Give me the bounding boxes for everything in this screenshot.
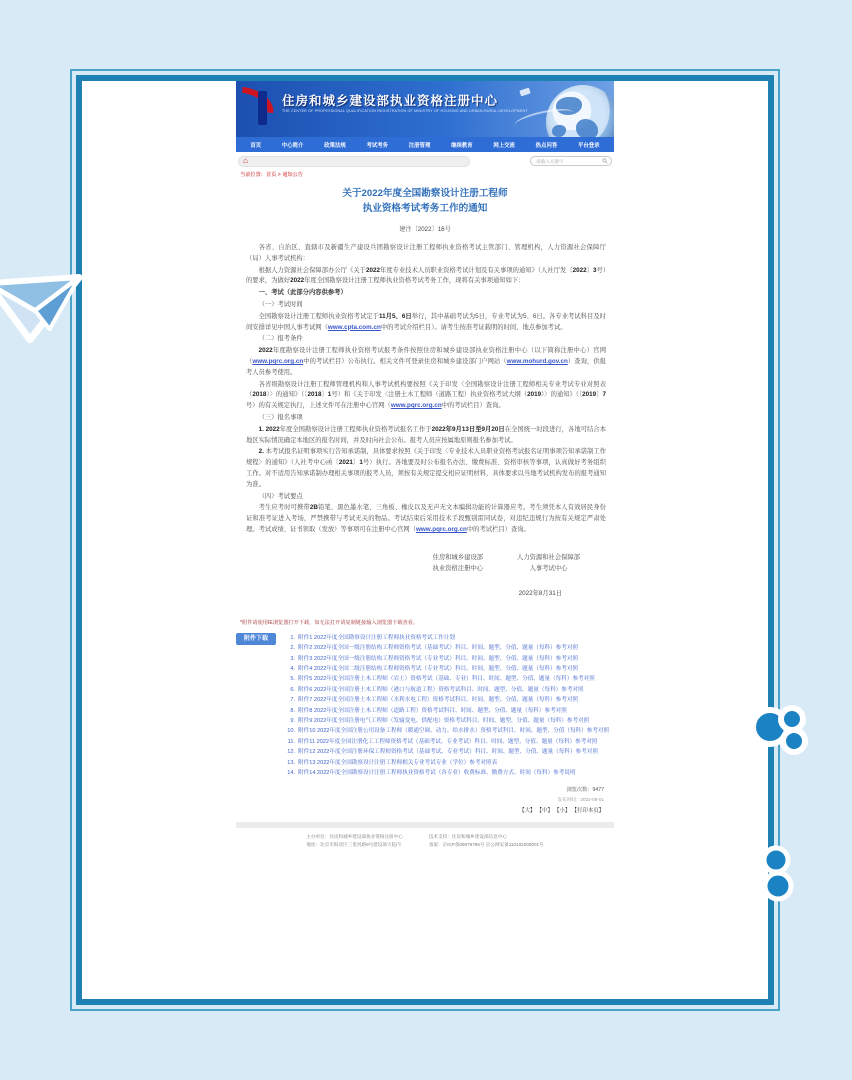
body-text: ）〉的通知》（〔 (541, 391, 583, 399)
nav-item-1[interactable]: 中心简介 (281, 142, 304, 149)
inline-link[interactable]: www.pqrc.org.cn (252, 357, 304, 365)
cluster-decoration-top (752, 695, 812, 767)
body-paragraph (246, 380, 606, 412)
attachment-number: 3. (290, 655, 296, 662)
attachment-note: *附件请使用IE浏览器打开下载，如无法打开请复制链接输入浏览器下载查看。 (240, 619, 419, 626)
attachment-number: 9. (290, 717, 296, 724)
body-text: 年度专业技术人员职业资格考试计划及有关事项的通知》（人社厅发〔 (379, 266, 573, 274)
body-text: 各省级勘察设计注册工程师管理机构和人事考试机构要按照《关于印发〈全国勘察设计注册工程师相关专业考试专业对照表（ (246, 380, 606, 399)
body-paragraph (246, 503, 606, 535)
font-control-0[interactable]: 【大】 (519, 808, 536, 815)
emphasized-text: 2022 (258, 347, 273, 355)
attachment-number: 5. (290, 676, 296, 683)
body-text: 中的考试介绍栏目）。请考生按准考证载明的时间、地点参加考试。 (380, 323, 567, 331)
emphasized-text: 7 (602, 391, 607, 399)
attachment-link-5[interactable] (284, 674, 614, 684)
font-control-2[interactable]: 【小】 (556, 808, 571, 815)
article-title-line2: 执业资格考试考务工作的通知 (362, 203, 488, 214)
footer-line: 地址：北京市海淀区三里河路9号建设部大院内 (306, 842, 401, 848)
attachment-link-8[interactable] (284, 706, 614, 716)
signature-org-left: 住房和城乡建设部 执业资格注册中心 (432, 553, 484, 572)
website-screenshot (236, 81, 614, 999)
attachment-number: 2. (290, 645, 296, 652)
body-text: 号）和《关于印发〈注册土木工程师（道路工程）执业资格考试大纲（ (331, 391, 528, 399)
attachment-title: 附件8 2022年度全国注册土木工程师（道路工程）资格考试科目、时间、题型、分值、题量（每科）参考对照 (298, 707, 567, 714)
attachment-number: 14. (287, 770, 296, 776)
publish-time: 发布时间：2022-09-01 (557, 797, 604, 803)
body-text: 本考试报名证明事项实行告知承诺制，具体要求按照《关于印发〈专业技术人员职业资格考试报名证明事项告知承诺制工作规程〉的通知》（人社考中心函〔 (246, 448, 606, 467)
body-text: 年度全国勘察设计注册工程师执业资格考试报名工作于 (279, 425, 432, 433)
font-size-controls (236, 807, 604, 816)
attachment-title: 附件12 2022年度全国注册环保工程师资格考试（基础考试、专业考试）科目、时间、题型、分值、题量（每科）参考对照 (298, 749, 598, 756)
decorative-frame-inner (76, 75, 774, 1005)
body-paragraph (246, 346, 606, 378)
attachment-download-button[interactable]: 附件下载 (236, 633, 276, 645)
inline-link[interactable]: www.pqrc.org.cn (416, 525, 467, 533)
breadcrumb-strip (238, 156, 470, 167)
nav-item-6[interactable]: 网上交流 (493, 142, 515, 149)
attachment-link-11[interactable] (284, 737, 614, 747)
nav-item-0[interactable]: 首页 (250, 142, 262, 149)
nav-item-4[interactable]: 注册管理 (408, 142, 431, 149)
inline-link[interactable]: www.pqrc.org.cn (390, 402, 442, 410)
attachment-number: 10. (287, 728, 296, 735)
attachment-link-2[interactable] (284, 643, 614, 653)
view-count: 浏览次数：9477 (566, 787, 604, 794)
attachment-title: 附件11 2022年度全国注册化工工程师资格考试（基础考试、专业考试）科目、时间、题型、分值、题量（每科）参考对照 (298, 738, 598, 745)
document-number: 建注〔2022〕16号 (399, 226, 451, 233)
attachment-title: 附件13 2022年度全国勘察设计注册工程师相关专业考试专业（学位）参考对照表 (298, 759, 498, 766)
center-logo (243, 87, 277, 127)
attachment-number: 7. (290, 697, 296, 704)
body-text: （四）考试要点 (258, 492, 303, 500)
attachment-title: 附件14 2022年度全国勘察设计注册工程师执业资格考试（各专业）收费标准、缴费方式、时间（每科）参考说明 (298, 770, 576, 776)
emphasized-text: 2B (309, 504, 318, 512)
attachment-link-4[interactable] (284, 664, 614, 674)
body-text: 〕 (596, 391, 603, 399)
breadcrumb-toolbar (238, 155, 612, 167)
emphasized-text: 11月5、6日 (378, 312, 412, 320)
section-heading (246, 492, 606, 503)
site-title: 住房和城乡建设部执业资格注册中心 (282, 94, 499, 108)
site-footer (236, 833, 614, 849)
body-text: 在全国统一时段进行，各地可结合本地区实际情况确定本地区的报名时间，并及时向社会公布。报考人员应按属地原则报名参加考试。 (246, 425, 607, 444)
satellite-icon (519, 88, 530, 97)
attachments-section (236, 633, 614, 779)
attachment-link-12[interactable] (284, 747, 614, 757)
body-text: 中的考试栏目）查询。 (466, 525, 530, 533)
search-box (530, 156, 612, 166)
body-paragraph (246, 447, 606, 490)
attachment-title: 附件10 2022年度全国注册公用设备工程师（暖通空调、动力、给水排水）资格考试科目、时间、题型、分值（每科）参考对照 (298, 728, 610, 735)
attachment-title: 附件4 2022年度全国二级注册结构工程师资格考试（专业考试）科目、时间、题型、分值、题量（每科）参考对照 (298, 665, 579, 672)
nav-item-7[interactable]: 热点问答 (535, 142, 558, 149)
footer-line: 技术支持：住房和城乡建设部信息中心 (428, 834, 507, 840)
attachment-number: 1. (290, 634, 296, 641)
emphasized-text: 2022 (290, 277, 305, 285)
nav-item-2[interactable]: 政策法规 (324, 142, 346, 149)
body-text: 一、考试（此部分内容供参考） (258, 289, 347, 297)
section-heading (246, 300, 606, 311)
body-text: 铅笔、黑色墨水笔、三角板、橡皮以及无声无文本编辑功能的计算器应考。考生须凭本人有效居民身份证和准考证进入考场，严禁携带与考试无关的物品。考试结束后采用技术手段甄别雷同试卷，对违纪违规行为按有关规定严肃处理。考试成绩、证书领取（发放）等事项可在注册中心官网（ (246, 504, 607, 533)
emphasized-text: 2018 (252, 391, 267, 399)
signature-org-right: 人力资源和社会保障部 人事考试中心 (517, 553, 580, 572)
attachment-link-10[interactable] (284, 726, 614, 736)
emphasized-text: 2. (258, 448, 266, 456)
body-paragraph (246, 312, 606, 334)
signature-block (236, 552, 580, 574)
body-text: （一）考试时间 (258, 300, 303, 308)
inline-link[interactable]: www.mohurd.gov.cn (506, 357, 568, 365)
search-icon[interactable] (602, 158, 608, 164)
attachment-number: 8. (290, 707, 296, 714)
emphasized-text: 2022 (572, 266, 587, 274)
body-text: 〕 (586, 266, 594, 274)
emphasized-text: 1 (359, 459, 363, 467)
emphasized-text: 1 (327, 391, 332, 399)
body-text: 年度勘察设计注册工程师执业资格考试报考条件按照住房和城乡建设部执业资格注册中心（以下简称注册中心）官网（ (246, 347, 606, 365)
attachment-title: 附件7 2022年度全国注册土木工程师（水利水电工程）资格考试科目、时间、题型、分值、题量（每科）参考对照 (298, 697, 579, 704)
attachment-list (284, 633, 614, 779)
nav-item-3[interactable]: 考试考务 (366, 142, 389, 149)
body-text: 号）的要求，为做好 (246, 266, 607, 285)
attachment-title: 附件6 2022年度全国注册土木工程师（港口与航道工程）资格考试科目、时间、题型、分值、题量（每科）参考对照 (298, 686, 584, 693)
nav-item-5[interactable]: 继续教育 (451, 142, 473, 149)
attachment-link-1[interactable] (284, 633, 614, 643)
attachment-title: 附件3 2022年度全国一级注册结构工程师资格考试（专业考试）科目、时间、题型、分值、题量（每科）参考对照 (298, 655, 579, 662)
footer-column-host (306, 833, 402, 849)
attachment-number: 12. (287, 749, 296, 756)
body-text: ）查询，供报考人员参考使用。 (246, 357, 607, 376)
article-title (236, 186, 614, 216)
emphasized-text: 2021 (338, 459, 353, 467)
body-text: （二）报考条件 (258, 335, 303, 343)
section-heading (246, 413, 606, 424)
attachment-number: 13. (287, 759, 296, 766)
body-paragraph (246, 425, 606, 447)
body-text: （三）报名事项 (258, 413, 303, 421)
attachment-title: 附件9 2022年度全国注册电气工程师（发输变电、供配电）资格考试科目、时间、题型、分值、题量（每科）参考对照 (298, 717, 590, 724)
article-body (246, 243, 606, 536)
footer-column-support (429, 833, 544, 849)
body-text: 年度全国勘察设计注册工程师执业资格考试考务工作，现将有关事项通知如下： (304, 277, 525, 285)
body-paragraph (246, 243, 606, 265)
attachment-title: 附件2 2022年度全国一级注册结构工程师资格考试（基础考试）科目、时间、题型、分值、题量（每科）参考对照 (298, 645, 579, 652)
breadcrumb: 当前位置：首页 > 通知公告 (240, 172, 303, 178)
attachment-number: 11. (287, 738, 296, 745)
attachment-link-13[interactable] (284, 758, 614, 768)
main-nav (236, 137, 614, 152)
body-paragraph (246, 266, 606, 288)
body-text: 〕 (321, 391, 328, 399)
paper-plane-decoration (0, 238, 96, 348)
attachment-number: 6. (290, 686, 296, 693)
site-title-english: THE CENTER OF PROFESSIONAL QUALIFICATION REGISTRATION OF MINISTRY OF HOUSING AND URBAN-RURAL DEVELOPMENT (282, 109, 528, 113)
emphasized-text: 2019 (582, 391, 597, 399)
emphasized-text: 1. 2022 (258, 425, 280, 433)
attachment-link-7[interactable] (284, 695, 614, 705)
signature-date: 2022年8月31日 (518, 589, 562, 597)
footer-line: 备案：京ICP备09078796号 京公网安备110102000001号 (428, 842, 544, 848)
nav-item-8[interactable]: 平台登录 (577, 142, 600, 149)
body-text: 中的考试栏目）公布执行。相关文件可登录住房和城乡建设部门户网站（ (303, 357, 507, 365)
emphasized-text: 2018 (307, 391, 322, 399)
site-banner (236, 81, 614, 137)
body-text: 举行，其中基础考试为5日，专业考试为5、6日。各专业考试科目及时间安排详见中国人事考试网（ (246, 312, 607, 331)
body-text: 号）的有关规定执行，上述文件可在注册中心官网（ (246, 402, 391, 410)
font-control-3[interactable]: 【打印本页】 (574, 808, 604, 815)
body-text: 号）执行。各地要及时公布报名办法、缴费标准、资格审核等事项，认真做好考务组织工作。对不适用告知承诺制办理相关事项的报考人员，须按有关规定提交相应证明材料，具体要求以当地考试机构发布的报考通知为准。 (246, 459, 606, 488)
emphasized-text: 2022年9月13日至9月20日 (431, 425, 505, 433)
body-text: 根据人力资源社会保障部办公厅《关于 (258, 266, 366, 274)
attachment-title: 附件5 2022年度全国注册土木工程师（岩土）资格考试（基础、专业）科目、时间、题型、分值、题量（每科）参考对照 (298, 676, 595, 683)
emphasized-text: 3 (593, 266, 597, 274)
article-title-line1: 关于2022年度全国勘察设计注册工程师 (342, 188, 508, 199)
inline-link[interactable]: www.cpta.com.cn (327, 323, 381, 331)
attachment-link-9[interactable] (284, 716, 614, 726)
search-input[interactable] (534, 158, 602, 165)
footer-line: 主办单位：住房和城乡建设部执业资格注册中心 (306, 834, 403, 840)
body-text: 中的考试栏目）查询。 (441, 402, 505, 410)
emphasized-text: 2019 (527, 391, 542, 399)
attachment-link-3[interactable] (284, 654, 614, 664)
body-text: 〕 (352, 459, 360, 467)
section-heading (246, 334, 606, 345)
section-heading (246, 288, 606, 299)
body-text: 考生应考时可携带 (258, 504, 310, 512)
home-icon[interactable]: ⌂ (243, 156, 248, 165)
article-meta (236, 786, 604, 816)
attachment-link-6[interactable] (284, 685, 614, 695)
body-text: 各省、自治区、直辖市及新疆生产建设兵团勘察设计注册工程师执业资格考试主管部门、管理机构，人力资源社会保障厅（局）人事考试机构： (246, 244, 606, 262)
attachment-link-14[interactable] (284, 768, 614, 778)
attachment-title: 附件1 2022年度全国勘察设计注册工程师执业资格考试工作计划 (298, 634, 455, 641)
emphasized-text: 2022 (365, 266, 380, 274)
font-control-1[interactable]: 【中】 (539, 808, 553, 815)
attachment-number: 4. (290, 665, 296, 672)
body-text: 全国勘察设计注册工程师执业资格考试定于 (258, 312, 379, 320)
cluster-decoration-bottom (762, 840, 802, 910)
body-text: ）〉的通知》（〔 (266, 391, 308, 399)
footer-divider (236, 822, 614, 828)
